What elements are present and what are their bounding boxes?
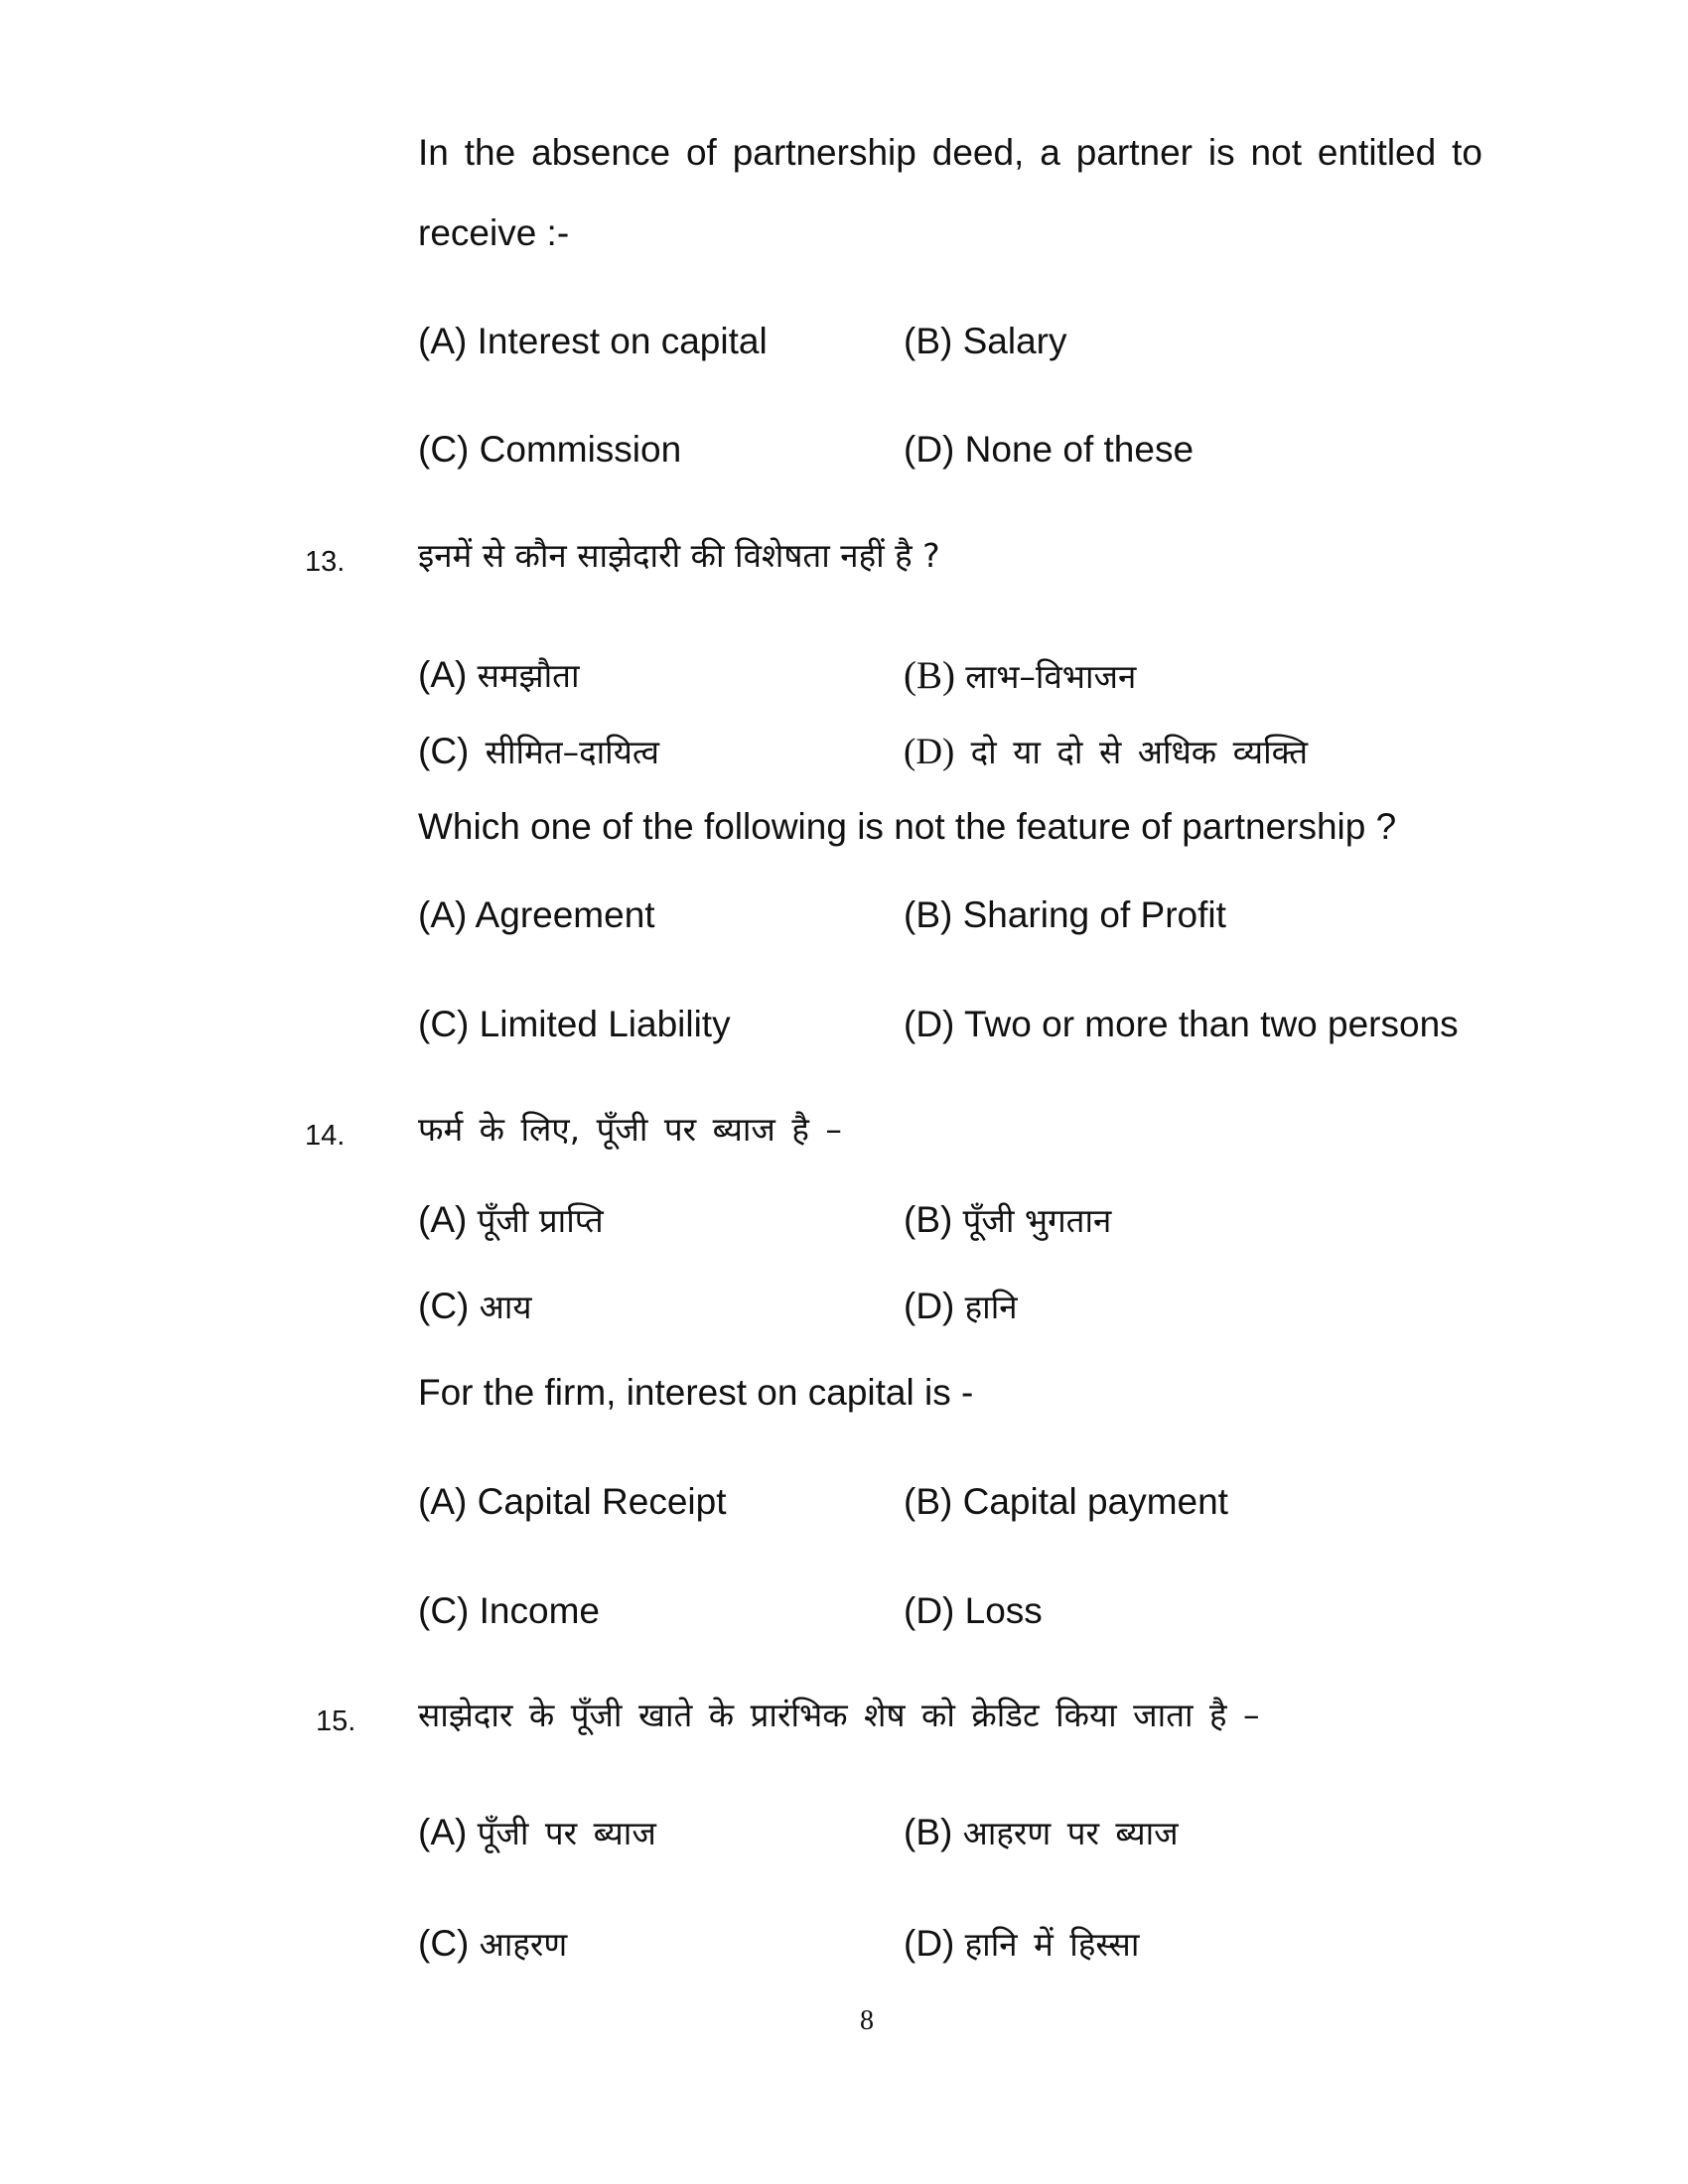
q15-number: 15. bbox=[316, 1706, 356, 1737]
q14-hindi-stem: फर्म के लिए, पूँजी पर ब्याज है – bbox=[418, 1110, 842, 1149]
option-text: पूँजी भुगतान bbox=[962, 1201, 1112, 1240]
q15-hindi-stem: साझेदार के पूँजी खाते के प्रारंभिक शेष को क्रेडिट किया जाता है – bbox=[418, 1696, 1260, 1734]
option-text: दो या दो से अधिक व्यक्ति bbox=[970, 733, 1309, 771]
option-text: हानि bbox=[964, 1288, 1018, 1326]
q13-hindi-option-c bbox=[418, 733, 659, 769]
q13-hindi-option-a bbox=[418, 656, 580, 693]
q13-hindi-option-b bbox=[904, 656, 1136, 695]
page-number: 8 bbox=[860, 2005, 874, 2036]
q13-english-option-b: (B) Sharing of Profit bbox=[904, 894, 1226, 935]
q14-english-option-b: (B) Capital payment bbox=[904, 1481, 1228, 1522]
q12-stem-line2: receive :- bbox=[418, 212, 570, 253]
q15-hindi-option-d bbox=[904, 1925, 1139, 1962]
option-label: (C) bbox=[418, 1286, 470, 1326]
q13-english-stem: Which one of the following is not the feature of partnership ? bbox=[418, 806, 1397, 847]
option-text: हानि में हिस्सा bbox=[964, 1925, 1140, 1964]
option-text: आय bbox=[479, 1288, 532, 1326]
q14-english-option-a: (A) Capital Receipt bbox=[418, 1481, 727, 1522]
option-text: समझौता bbox=[477, 656, 580, 695]
q13-hindi-option-d bbox=[904, 733, 1308, 770]
q14-hindi-option-a bbox=[418, 1201, 604, 1238]
q12-option-c: (C) Commission bbox=[418, 429, 682, 470]
q12-stem-line1: In the absence of partnership deed, a partner is not entitled to bbox=[418, 132, 1482, 173]
option-label: (D) bbox=[904, 1286, 955, 1326]
q14-hindi-option-d bbox=[904, 1288, 1018, 1324]
option-label: (A) bbox=[418, 1812, 468, 1852]
option-text: पूँजी प्राप्ति bbox=[477, 1201, 604, 1240]
q14-english-option-d: (D) Loss bbox=[904, 1590, 1043, 1631]
q12-option-b: (B) Salary bbox=[904, 321, 1067, 361]
q14-english-stem: For the firm, interest on capital is - bbox=[418, 1372, 974, 1413]
q13-english-option-a: (A) Agreement bbox=[418, 894, 655, 935]
q13-english-option-d: (D) Two or more than two persons bbox=[904, 1004, 1459, 1044]
q13-number: 13. bbox=[305, 546, 346, 578]
option-label: (B) bbox=[904, 1812, 953, 1852]
option-label: (A) bbox=[418, 1199, 468, 1240]
q15-hindi-option-a bbox=[418, 1814, 656, 1850]
q12-option-d: (D) None of these bbox=[904, 429, 1195, 470]
option-text: सीमित–दायित्व bbox=[485, 733, 659, 771]
option-label: (B) bbox=[904, 1199, 953, 1240]
option-text: आहरण bbox=[479, 1925, 568, 1964]
q14-hindi-option-c bbox=[418, 1288, 532, 1324]
option-label: (D) bbox=[904, 732, 955, 772]
option-label: (C) bbox=[418, 731, 470, 771]
q14-number: 14. bbox=[305, 1120, 346, 1152]
q13-english-option-c: (C) Limited Liability bbox=[418, 1004, 731, 1044]
q15-hindi-option-c bbox=[418, 1925, 567, 1962]
q15-hindi-option-b bbox=[904, 1814, 1179, 1850]
option-label: (C) bbox=[418, 1923, 470, 1964]
option-text: आहरण पर ब्याज bbox=[962, 1814, 1179, 1852]
option-text: लाभ–विभाजन bbox=[965, 657, 1137, 696]
option-label: (A) bbox=[418, 654, 468, 695]
q13-hindi-stem: इनमें से कौन साझेदारी की विशेषता नहीं है ? bbox=[418, 536, 940, 575]
option-text: पूँजी पर ब्याज bbox=[477, 1814, 656, 1852]
q12-option-a: (A) Interest on capital bbox=[418, 321, 768, 361]
q14-english-option-c: (C) Income bbox=[418, 1590, 600, 1631]
q14-hindi-option-b bbox=[904, 1201, 1111, 1238]
option-label: (B) bbox=[904, 654, 955, 697]
option-label: (D) bbox=[904, 1923, 955, 1964]
